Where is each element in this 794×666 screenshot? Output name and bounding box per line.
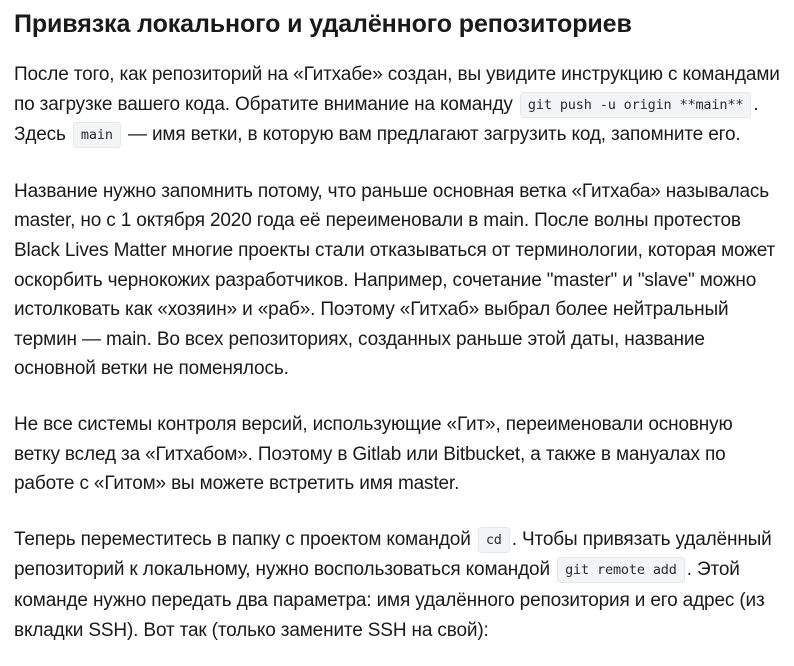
text-segment: . Здесь	[14, 93, 759, 146]
paragraph-other-vcs: Не все системы контроля версий, использующие «Гит», переименовали основную ветку вслед за «Гитхабом». Поэтому в Gitlab или Bitbucket, а также в мануалах по работе с «Гитом» вы можете встретить имя master.	[14, 413, 733, 495]
section-title: Привязка локального и удалённого репозиториев	[14, 10, 632, 38]
code-main: main	[73, 122, 121, 148]
paragraph-remote-add	[14, 525, 780, 645]
code-cd: cd	[478, 527, 510, 553]
paragraph-branch-instructions	[14, 60, 780, 151]
code-git-remote-add: git remote add	[557, 557, 685, 583]
text-segment: — имя ветки, в которую вам предлагают загрузить код, запомните его.	[127, 124, 741, 146]
code-git-push: git push -u origin **main**	[520, 92, 751, 118]
text-segment: После того, как репозиторий на «Гитхабе» создан, вы увидите инструкцию с командами по загрузке вашего кода. Обратите внимание на команду	[14, 64, 780, 115]
paragraph-master-main-history: Название нужно запомнить потому, что раньше основная ветка «Гитхаба» называлась master, но с 1 октября 2020 года её переименовали в main. После волны протестов Black Lives Matter многие проекты стали отказываться от терминологии, которая может оскорбить чернокожих разработчиков. Например, сочетание "master" и "slave" можно истолковать как «хозяин» и «раб». Поэтому «Гитхаб» выбрал более нейтральный термин — main. Во всех репозиториях, созданных раньше этой даты, название основной ветки не поменялось.	[14, 180, 776, 380]
text-segment: Теперь переместитесь в папку с проектом командой	[14, 528, 471, 550]
text-segment: . Этой команде нужно передать два параметра: имя удалённого репозитория и его адрес (из вкладки SSH). Вот так (только замените SSH на свой):	[14, 559, 765, 641]
text-segment: . Чтобы привязать удалённый репозиторий к локальному, нужно воспользоваться командой	[14, 528, 772, 581]
